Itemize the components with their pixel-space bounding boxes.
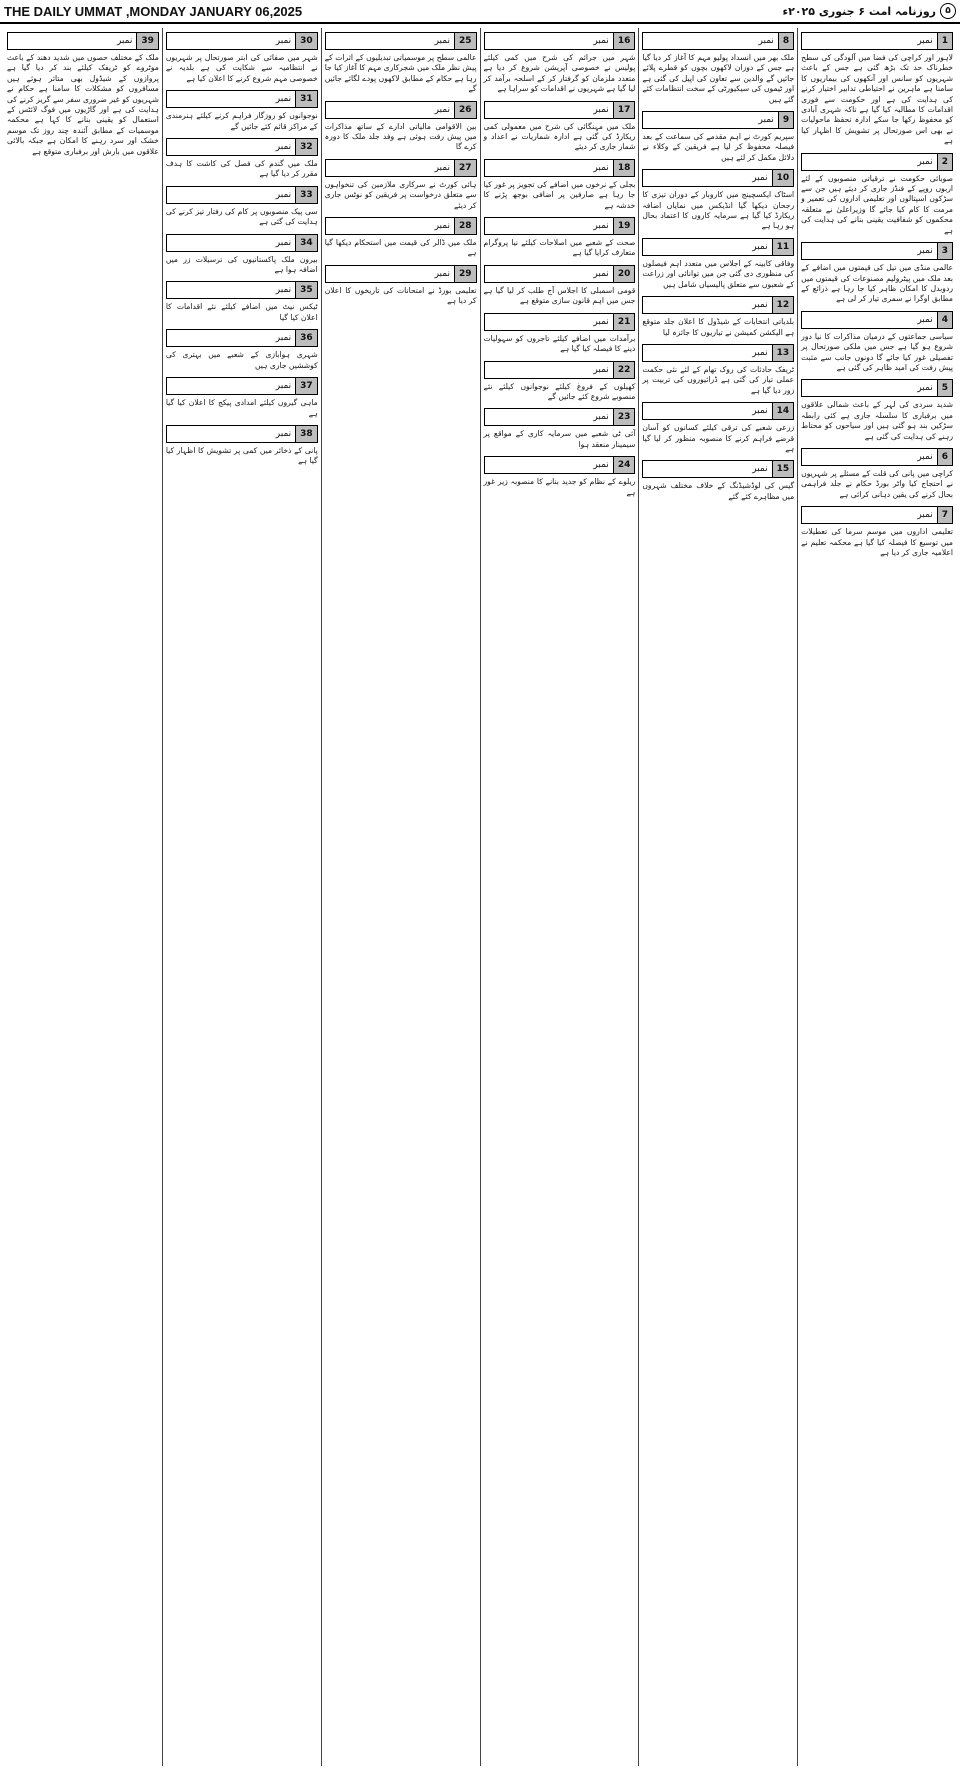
- column-2: [638, 28, 797, 1766]
- item-body-text: ملک میں ڈالر کی قیمت میں استحکام دیکھا گیا ہے: [324, 238, 477, 258]
- item-body-text: زرعی شعبے کی ترقی کیلئے کسانوں کو آسان قرضے فراہم کرنے کا منصوبہ منظور کر لیا گیا ہے: [642, 423, 795, 453]
- item-header-box: [166, 234, 318, 252]
- item-title: نمبر: [275, 333, 292, 344]
- item-header-box: [642, 111, 794, 129]
- item-title: نمبر: [917, 36, 933, 46]
- item-body-text: ملک میں گندم کی فصل کی کاشت کا ہدف مقرر کر دیا گیا ہے: [165, 159, 318, 179]
- item-number: 21: [613, 314, 635, 330]
- column-4: [321, 28, 480, 1766]
- column-3: [480, 28, 639, 1766]
- item-header-box: [642, 169, 794, 187]
- item-title: نمبر: [434, 162, 450, 173]
- item-header-box: [166, 329, 318, 347]
- item-header-box: [166, 138, 318, 156]
- item-header-box: [484, 265, 636, 283]
- item-number: 17: [613, 102, 635, 118]
- item-number: 11: [772, 239, 794, 255]
- item-number: 13: [772, 345, 794, 361]
- item-body-text: بجلی کے نرخوں میں اضافے کی تجویز پر غور کیا جا رہا ہے صارفین پر اضافی بوجھ پڑنے کا خدشہ ہے: [483, 179, 636, 210]
- item-number: 23: [613, 409, 635, 425]
- item-header-box: [801, 506, 953, 524]
- item-title: نمبر: [593, 364, 609, 375]
- item-number: 29: [454, 266, 476, 282]
- item-number: 3: [937, 243, 952, 259]
- item-title: نمبر: [917, 383, 933, 394]
- news-item: [166, 234, 318, 276]
- item-title: نمبر: [275, 94, 292, 105]
- item-header-box: [325, 159, 477, 177]
- item-body-text: نوجوانوں کو روزگار فراہم کرنے کیلئے ہنرمندی کے مراکز قائم کئے جائیں گے: [165, 111, 318, 131]
- item-number: 34: [295, 235, 317, 251]
- news-item: [801, 379, 953, 442]
- item-header-box: [166, 186, 318, 204]
- item-header-box: [801, 311, 953, 329]
- item-header-box: [801, 32, 953, 50]
- item-title: نمبر: [752, 347, 768, 358]
- item-header-box: [484, 159, 636, 177]
- item-header-box: [166, 425, 318, 443]
- item-number: 33: [295, 187, 317, 203]
- item-header-box: [166, 90, 318, 108]
- news-item: [801, 32, 953, 147]
- news-item: [801, 311, 953, 374]
- news-item: [642, 111, 794, 163]
- item-title: نمبر: [917, 451, 933, 462]
- item-body-text: بلدیاتی انتخابات کے شیڈول کا اعلان جلد متوقع ہے الیکشن کمیشن نے تیاریوں کا جائزہ لیا: [642, 317, 795, 337]
- item-number: 32: [295, 139, 317, 155]
- item-body-text: پانی کے ذخائر میں کمی پر تشویش کا اظہار کیا گیا ہے: [165, 445, 318, 466]
- item-header-box: [484, 101, 636, 119]
- item-number: 18: [613, 160, 635, 176]
- item-title: نمبر: [275, 285, 292, 296]
- item-title: نمبر: [275, 142, 292, 153]
- item-title: نمبر: [758, 115, 774, 126]
- item-number: 5: [937, 380, 952, 396]
- item-body-text: شہر میں صفائی کی ابتر صورتحال پر شہریوں نے انتظامیہ سے شکایت کی ہے بلدیہ نے خصوصی مہم شروع کرنے کا اعلان کیا ہے: [165, 53, 318, 83]
- column-6: [4, 28, 162, 1766]
- item-header-box: [325, 32, 477, 50]
- item-body-text: سیاسی جماعتوں کے درمیان مذاکرات کا نیا دور شروع ہو گیا ہے جس میں ملکی صورتحال پر تفصیلی غور کیا جائے گا دونوں جانب سے مثبت پیش رفت کی امید ظاہر کی گئی ہے: [801, 331, 953, 372]
- item-number: 39: [136, 33, 158, 49]
- item-number: 27: [454, 160, 476, 176]
- item-header-box: [642, 238, 794, 256]
- item-header-box: [325, 217, 477, 235]
- item-header-box: [801, 379, 953, 397]
- news-item: [801, 153, 953, 236]
- item-header-box: [484, 217, 636, 235]
- item-body-text: بیرون ملک پاکستانیوں کی ترسیلات زر میں اضافہ ہوا ہے: [165, 254, 318, 275]
- news-item: [484, 101, 636, 153]
- news-item: [801, 242, 953, 305]
- news-item: [166, 32, 318, 84]
- item-body-text: کھیلوں کے فروغ کیلئے نوجوانوں کیلئے نئے منصوبے شروع کئے جائیں گے: [483, 381, 636, 401]
- item-header-box: [484, 408, 636, 426]
- item-title: نمبر: [593, 162, 609, 173]
- news-item: [642, 402, 794, 454]
- news-item: [325, 265, 477, 307]
- item-body-text: برآمدات میں اضافے کیلئے تاجروں کو سہولیات دینے کا فیصلہ کیا گیا ہے: [483, 333, 636, 354]
- item-body-text: آئی ٹی شعبے میں سرمایہ کاری کے مواقع پر سیمینار منعقد ہوا: [483, 429, 636, 449]
- item-header-box: [484, 32, 636, 50]
- item-header-box: [325, 101, 477, 119]
- item-body-text: بین الاقوامی مالیاتی ادارے کے ساتھ مذاکرات میں پیش رفت ہوئی ہے وفد جلد ملک کا دورہ کرے گا: [324, 121, 477, 152]
- item-title: نمبر: [275, 237, 292, 248]
- news-item: [325, 159, 477, 211]
- item-body-text: لاہور اور کراچی کی فضا میں آلودگی کی سطح خطرناک حد تک بڑھ گئی ہے جس کے باعث شہریوں کو سانس اور آنکھوں کی بیماریوں کا سامنا ہے ماہرین نے احتیاطی تدابیر اختیار کرنے کی ہدایت کی ہے اور حکومت سے فوری اقدامات کا مطالبہ کیا گیا ہے تاکہ شہری آبادی کو محفوظ رکھا جا سکے ادارہ تحفظ ماحولیات نے بھی اس صورتحال پر تشویش کا اظہار کیا ہے: [801, 53, 953, 146]
- news-item: [801, 448, 953, 500]
- news-item: [642, 460, 794, 502]
- news-item: [325, 217, 477, 259]
- item-header-box: [325, 265, 477, 283]
- item-body-text: ملک میں مہنگائی کی شرح میں معمولی کمی ریکارڈ کی گئی ہے ادارہ شماریات نے اعداد و شمار جاری کر دیئے: [483, 121, 636, 152]
- item-number: 1: [937, 33, 952, 49]
- news-item: [484, 32, 636, 95]
- item-number: 4: [937, 312, 952, 328]
- item-header-box: [642, 344, 794, 362]
- item-title: نمبر: [593, 221, 609, 232]
- news-item: [801, 506, 953, 558]
- item-number: 25: [454, 33, 476, 49]
- item-body-text: عالمی منڈی میں تیل کی قیمتوں میں اضافے کے بعد ملک میں پیٹرولیم مصنوعات کی قیمتوں میں ردوبدل کا امکان ظاہر کیا جا رہا ہے ذرائع کے مطابق اوگرا نے سمری تیار کر لی ہے: [801, 263, 953, 304]
- item-body-text: کراچی میں پانی کی قلت کے مسئلے پر شہریوں نے احتجاج کیا واٹر بورڈ حکام نے جلد فراہمی بحال کرنے کی یقین دہانی کرائی ہے: [801, 468, 953, 499]
- news-item: [166, 90, 318, 132]
- item-title: نمبر: [434, 221, 450, 232]
- page-number: ۵: [940, 3, 956, 19]
- item-header-box: [166, 281, 318, 299]
- item-number: 15: [772, 461, 794, 477]
- item-title: نمبر: [752, 300, 768, 311]
- item-number: 6: [937, 449, 952, 465]
- item-number: 20: [613, 266, 635, 282]
- item-body-text: اسٹاک ایکسچینج میں کاروبار کے دوران تیزی کا رجحان دیکھا گیا انڈیکس میں نمایاں اضافہ ریکارڈ کیا گیا ہے سرمایہ کاروں کا اعتماد بحال ہو رہا ہے: [642, 190, 795, 231]
- news-item: [484, 408, 636, 450]
- item-title: نمبر: [593, 268, 609, 279]
- item-title: نمبر: [434, 104, 450, 115]
- item-number: 31: [295, 91, 317, 107]
- masthead-urdu-title: [783, 3, 957, 19]
- item-header-box: [7, 32, 159, 50]
- item-header-box: [166, 377, 318, 395]
- item-title: نمبر: [116, 36, 133, 46]
- news-item: [484, 217, 636, 259]
- item-header-box: [484, 456, 636, 474]
- item-title: نمبر: [593, 104, 609, 115]
- news-item: [166, 425, 318, 467]
- column-1: [797, 28, 956, 1766]
- item-title: نمبر: [758, 36, 774, 46]
- news-item: [484, 265, 636, 307]
- item-number: 2: [937, 154, 952, 170]
- item-number: 36: [295, 330, 317, 346]
- item-title: نمبر: [275, 189, 292, 200]
- column-5: [162, 28, 321, 1766]
- item-title: نمبر: [752, 464, 768, 475]
- item-body-text: ٹریفک حادثات کی روک تھام کے لئے نئی حکمت عملی تیار کی گئی ہے ڈرائیوروں کی تربیت پر زور دیا گیا ہے: [642, 364, 795, 395]
- item-body-text: وفاقی کابینہ کے اجلاس میں متعدد اہم فیصلوں کی منظوری دی گئی جن میں توانائی اور زراعت کے شعبوں سے متعلق پالیسیاں شامل ہیں: [642, 258, 795, 289]
- item-header-box: [801, 242, 953, 260]
- news-item: [642, 296, 794, 338]
- item-body-text: ہائی کورٹ نے سرکاری ملازمین کی تنخواہوں سے متعلق درخواست پر فریقین کو نوٹس جاری کر دیئے: [324, 179, 477, 210]
- item-number: 30: [295, 33, 317, 49]
- item-number: 9: [778, 112, 793, 128]
- item-body-text: ملک کے مختلف حصوں میں شدید دھند کے باعث موٹروے کو ٹریفک کیلئے بند کر دیا گیا ہے پروازوں کے شیڈول بھی متاثر ہوئے ہیں مسافروں کو مشکلات کا سامنا ہے حکام نے شہریوں کو غیر ضروری سفر سے گریز کرنے کی ہدایت کی ہے اور گاڑیوں میں فوگ لائٹس کے استعمال کو یقینی بنانے کا کہا ہے محکمہ موسمیات کے مطابق آئندہ چند روز تک موسم خشک اور سرد رہنے کا امکان ہے جبکہ بالائی علاقوں میں بارش اور برفباری متوقع ہے: [7, 53, 159, 156]
- item-number: 14: [772, 403, 794, 419]
- item-body-text: ٹیکس نیٹ میں اضافے کیلئے نئے اقدامات کا اعلان کیا گیا: [165, 302, 318, 322]
- item-number: 28: [454, 218, 476, 234]
- item-number: 37: [295, 378, 317, 394]
- item-number: 35: [295, 282, 317, 298]
- item-title: نمبر: [752, 173, 768, 184]
- news-item: [642, 32, 794, 105]
- news-item: [325, 32, 477, 95]
- masthead-urdu-text: روزنامہ امت ۶ جنوری ۲۰۲۵ء: [782, 4, 936, 18]
- item-body-text: ماہی گیروں کیلئے امدادی پیکج کا اعلان کیا گیا ہے: [165, 398, 318, 418]
- news-item: [484, 456, 636, 498]
- item-title: نمبر: [593, 412, 609, 423]
- item-body-text: ملک بھر میں انسداد پولیو مہم کا آغاز کر دیا گیا ہے جس کے دوران لاکھوں بچوں کو قطرے پلائے جائیں گے والدین سے تعاون کی اپیل کی گئی ہے اور ٹیموں کی سیکیورٹی کے سخت انتظامات کئے گئے ہیں: [642, 53, 795, 104]
- item-body-text: تعلیمی اداروں میں موسم سرما کی تعطیلات میں توسیع کا فیصلہ کیا گیا ہے محکمہ تعلیم نے اعلامیہ جاری کر دیا ہے: [801, 527, 953, 557]
- item-body-text: شدید سردی کی لہر کے باعث شمالی علاقوں میں برفباری کا سلسلہ جاری ہے کئی رابطہ سڑکیں بند ہو گئی ہیں اور سیاحوں کو محتاط رہنے کی ہدایت کی گئی ہے: [801, 400, 953, 441]
- item-header-box: [642, 402, 794, 420]
- item-header-box: [801, 448, 953, 466]
- news-item: [484, 361, 636, 403]
- item-body-text: سپریم کورٹ نے اہم مقدمے کی سماعت کے بعد فیصلہ محفوظ کر لیا ہے فریقین کے وکلاء نے دلائل مکمل کر لئے ہیں: [642, 132, 795, 162]
- item-body-text: شہری ہوابازی کے شعبے میں بہتری کی کوششیں جاری ہیں: [165, 350, 318, 370]
- item-title: نمبر: [434, 36, 450, 46]
- item-number: 10: [772, 170, 794, 186]
- item-number: 26: [454, 102, 476, 118]
- item-title: نمبر: [275, 428, 292, 439]
- item-body-text: قومی اسمبلی کا اجلاس آج طلب کر لیا گیا ہے جس میں اہم قانون سازی متوقع ہے: [483, 285, 636, 306]
- item-title: نمبر: [593, 316, 609, 327]
- news-item: [166, 186, 318, 228]
- news-item: [642, 344, 794, 396]
- item-title: نمبر: [275, 381, 292, 392]
- news-item: [166, 329, 318, 371]
- item-number: 22: [613, 362, 635, 378]
- news-item: [642, 169, 794, 232]
- item-body-text: ریلوے کے نظام کو جدید بنانے کا منصوبہ زیر غور ہے: [483, 477, 636, 497]
- item-header-box: [642, 32, 794, 50]
- news-item: [166, 138, 318, 180]
- masthead-english-title: THE DAILY UMMAT ,MONDAY JANUARY 06,2025: [4, 3, 303, 19]
- item-body-text: عالمی سطح پر موسمیاتی تبدیلیوں کے اثرات کے پیش نظر ملک میں شجرکاری مہم کا آغاز کیا جا رہا ہے حکام کے مطابق لاکھوں پودے لگائے جائیں گے: [324, 53, 477, 94]
- item-body-text: صوبائی حکومت نے ترقیاتی منصوبوں کے لئے اربوں روپے کے فنڈز جاری کر دیئے ہیں جن سے سڑکوں اسپتالوں اور تعلیمی اداروں کی تعمیر و مرمت کا کام کیا جائے گا وزیراعلیٰ نے متعلقہ محکموں کو شفافیت یقینی بنانے کی ہدایت کی ہے: [801, 173, 953, 235]
- item-title: نمبر: [593, 460, 609, 471]
- news-item: [642, 238, 794, 290]
- news-item: [484, 313, 636, 355]
- item-title: نمبر: [917, 156, 933, 167]
- item-title: نمبر: [275, 36, 292, 46]
- news-item: [325, 101, 477, 153]
- news-item: [166, 377, 318, 419]
- item-number: 12: [772, 297, 794, 313]
- news-columns: [4, 28, 956, 1766]
- masthead: [0, 0, 960, 24]
- item-title: نمبر: [752, 406, 768, 417]
- item-number: 38: [295, 426, 317, 442]
- item-number: 16: [613, 33, 635, 49]
- item-body-text: شہر میں جرائم کی شرح میں کمی کیلئے پولیس نے خصوصی آپریشن شروع کر دیا ہے متعدد ملزمان کو گرفتار کر کے اسلحہ برآمد کر لیا گیا ہے شہریوں نے اقدامات کو سراہا ہے: [483, 53, 636, 94]
- item-header-box: [642, 296, 794, 314]
- item-number: 19: [613, 218, 635, 234]
- item-header-box: [484, 361, 636, 379]
- item-number: 24: [613, 457, 635, 473]
- item-title: نمبر: [917, 314, 933, 325]
- item-body-text: گیس کی لوڈشیڈنگ کے خلاف مختلف شہروں میں مظاہرے کئے گئے: [642, 481, 795, 501]
- item-body-text: تعلیمی بورڈ نے امتحانات کی تاریخوں کا اعلان کر دیا ہے: [324, 285, 477, 306]
- item-body-text: سی پیک منصوبوں پر کام کی رفتار تیز کرنے کی ہدایت کی گئی ہے: [165, 206, 318, 227]
- news-item: [166, 281, 318, 323]
- news-item: [484, 159, 636, 211]
- item-title: نمبر: [593, 36, 609, 46]
- item-title: نمبر: [752, 241, 768, 252]
- item-header-box: [166, 32, 318, 50]
- item-title: نمبر: [434, 268, 450, 279]
- item-header-box: [484, 313, 636, 331]
- item-number: 8: [778, 33, 793, 49]
- item-header-box: [801, 153, 953, 171]
- item-header-box: [642, 460, 794, 478]
- item-title: نمبر: [917, 246, 933, 257]
- item-title: نمبر: [917, 510, 933, 521]
- item-number: 7: [937, 507, 952, 523]
- news-item: [7, 32, 159, 157]
- item-body-text: صحت کے شعبے میں اصلاحات کیلئے نیا پروگرام متعارف کرایا گیا ہے: [483, 238, 636, 258]
